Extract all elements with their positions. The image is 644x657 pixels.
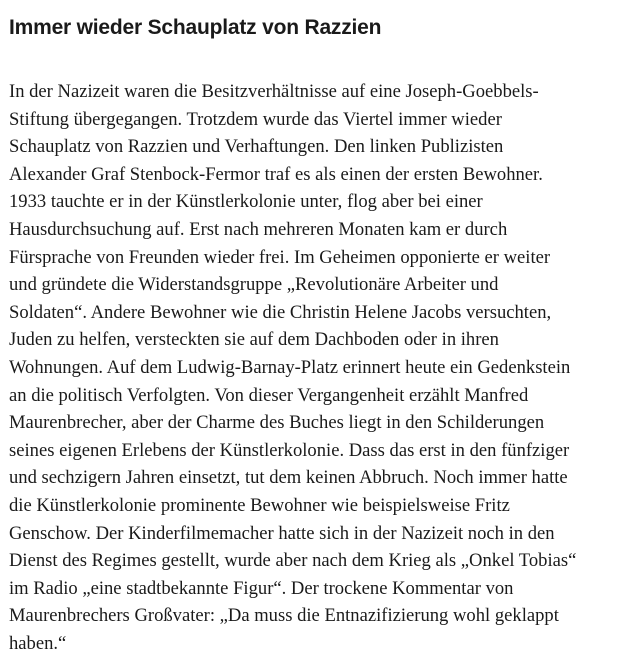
paragraph-line: In der Nazizeit waren die Besitzverhältnisse auf eine Joseph-Goebbels- [9, 81, 539, 102]
paragraph-line: 1933 tauchte er in der Künstlerkolonie unter, flog aber bei einer [9, 191, 483, 213]
paragraph-line: Juden zu helfen, versteckten sie auf dem Dachboden oder in ihren [9, 329, 499, 351]
paragraph-line: Schauplatz von Razzien und Verhaftungen. Den linken Publizisten [9, 136, 504, 158]
paragraph-line: im Radio „eine stadtbekannte Figur“. Der trockene Kommentar von [9, 577, 514, 599]
paragraph-line: und sechzigern Jahren einsetzt, tut dem keinen Abbruch. Noch immer hatte [9, 467, 568, 489]
paragraph-line: Dienst des Regimes gestellt, wurde aber nach dem Krieg als „Onkel Tobias“ [9, 550, 577, 572]
article-heading: Immer wieder Schauplatz von Razzien [9, 16, 382, 39]
paragraph-line: die Künstlerkolonie prominente Bewohner wie beispielsweise Fritz [9, 494, 510, 516]
paragraph-line: Wohnungen. Auf dem Ludwig-Barnay-Platz erinnert heute ein Gedenkstein [9, 356, 571, 378]
paragraph-line: seines eigenen Erlebens der Künstlerkolonie. Dass das erst in den fünfziger [9, 439, 570, 461]
article [9, 0, 629, 657]
paragraph-line: Alexander Graf Stenbock-Fermor traf es als einen der ersten Bewohner. [9, 163, 543, 185]
paragraph-line: Genschow. Der Kinderfilmemacher hatte sich in der Nazizeit noch in den [9, 522, 555, 544]
paragraph-line: an die politisch Verfolgten. Von dieser Vergangenheit erzählt Manfred [9, 384, 529, 406]
paragraph-line: haben.“ [9, 632, 67, 654]
paragraph-line: und gründete die Widerstandsgruppe „Revolutionäre Arbeiter und [9, 274, 499, 296]
paragraph-line: Soldaten“. Andere Bewohner wie die Christin Helene Jacobs versuchten, [9, 301, 552, 323]
paragraph-line: Fürsprache von Freunden wieder frei. Im Geheimen opponierte er weiter [9, 246, 551, 268]
paragraph-line: Maurenbrechers Großvater: „Da muss die Entnazifizierung wohl geklappt [9, 605, 559, 627]
article-paragraph [9, 78, 629, 657]
paragraph-line: Stiftung übergegangen. Trotzdem wurde das Viertel immer wieder [9, 108, 502, 130]
paragraph-line: Hausdurchsuchung auf. Erst nach mehreren Monaten kam er durch [9, 218, 508, 240]
paragraph-line: Maurenbrecher, aber der Charme des Buches liegt in den Schilderungen [9, 412, 545, 434]
